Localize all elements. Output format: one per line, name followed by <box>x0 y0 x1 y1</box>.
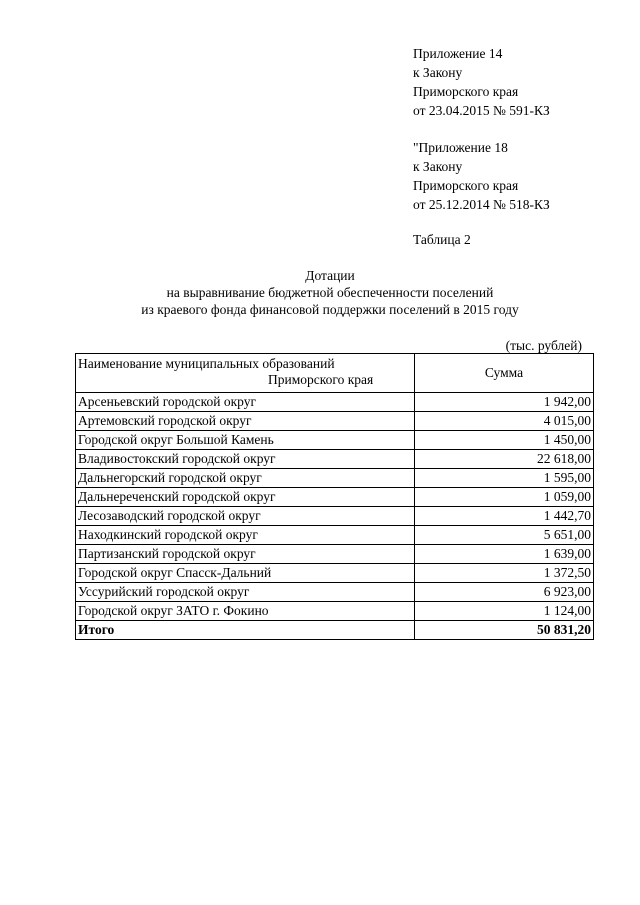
annex-line: Приморского края <box>413 178 519 193</box>
annex-line: от 23.04.2015 № 591-КЗ <box>413 103 550 118</box>
subsidy-amount: 1 372,50 <box>415 564 594 583</box>
municipality-name: Владивостокский городской округ <box>76 450 415 469</box>
total-label: Итого <box>76 621 415 640</box>
title-line: на выравнивание бюджетной обеспеченности поселений <box>166 285 494 300</box>
subsidy-amount: 1 059,00 <box>415 488 594 507</box>
header-name-line2: Приморского края <box>268 372 374 387</box>
table-row <box>76 583 594 602</box>
subsidy-amount: 5 651,00 <box>415 526 594 545</box>
subsidy-amount: 1 450,00 <box>415 431 594 450</box>
municipality-name: Городской округ ЗАТО г. Фокино <box>76 602 415 621</box>
table-row <box>76 564 594 583</box>
table-row <box>76 507 594 526</box>
municipality-name: Артемовский городской округ <box>76 412 415 431</box>
municipality-name: Дальнегорский городской округ <box>76 469 415 488</box>
annex-current-reference <box>413 44 550 120</box>
table-row <box>76 469 594 488</box>
annex-previous-reference <box>413 138 550 214</box>
subsidy-amount: 1 124,00 <box>415 602 594 621</box>
table-row <box>76 431 594 450</box>
header-name-cell <box>76 354 415 393</box>
annex-line: Приморского края <box>413 84 519 99</box>
header-sum-cell: Сумма <box>415 354 594 393</box>
title-line: из краевого фонда финансовой поддержки поселений в 2015 году <box>141 302 519 317</box>
municipality-name: Дальнереченский городской округ <box>76 488 415 507</box>
municipality-name: Уссурийский городской округ <box>76 583 415 602</box>
subsidy-amount: 1 942,00 <box>415 393 594 412</box>
subsidy-amount: 1 639,00 <box>415 545 594 564</box>
municipality-name: Лесозаводский городской округ <box>76 507 415 526</box>
municipality-name: Находкинский городской округ <box>76 526 415 545</box>
municipality-name: Арсеньевский городской округ <box>76 393 415 412</box>
table-row <box>76 393 594 412</box>
table-row <box>76 602 594 621</box>
units-label: (тыс. рублей) <box>505 338 582 353</box>
table-row <box>76 450 594 469</box>
subsidy-amount: 1 442,70 <box>415 507 594 526</box>
table-row <box>76 545 594 564</box>
table-row <box>76 488 594 507</box>
municipality-name: Партизанский городской округ <box>76 545 415 564</box>
table-header-row <box>76 354 594 393</box>
document-title <box>0 267 640 318</box>
annex-line: "Приложение 18 <box>413 140 508 155</box>
total-amount: 50 831,20 <box>415 621 594 640</box>
table-row <box>76 412 594 431</box>
subsidies-table <box>75 353 594 640</box>
municipality-name: Городской округ Спасск-Дальний <box>76 564 415 583</box>
table-row <box>76 526 594 545</box>
table-body <box>76 393 594 640</box>
municipality-name: Городской округ Большой Камень <box>76 431 415 450</box>
annex-line: Приложение 14 <box>413 46 503 61</box>
subsidy-amount: 22 618,00 <box>415 450 594 469</box>
annex-line: к Закону <box>413 159 463 174</box>
annex-line: от 25.12.2014 № 518-КЗ <box>413 197 550 212</box>
table-label: Таблица 2 <box>413 232 471 247</box>
header-name-line1: Наименование муниципальных образований <box>78 356 335 371</box>
subsidy-amount: 6 923,00 <box>415 583 594 602</box>
annex-line: к Закону <box>413 65 463 80</box>
title-line: Дотации <box>305 268 355 283</box>
subsidy-amount: 1 595,00 <box>415 469 594 488</box>
total-row <box>76 621 594 640</box>
subsidy-amount: 4 015,00 <box>415 412 594 431</box>
